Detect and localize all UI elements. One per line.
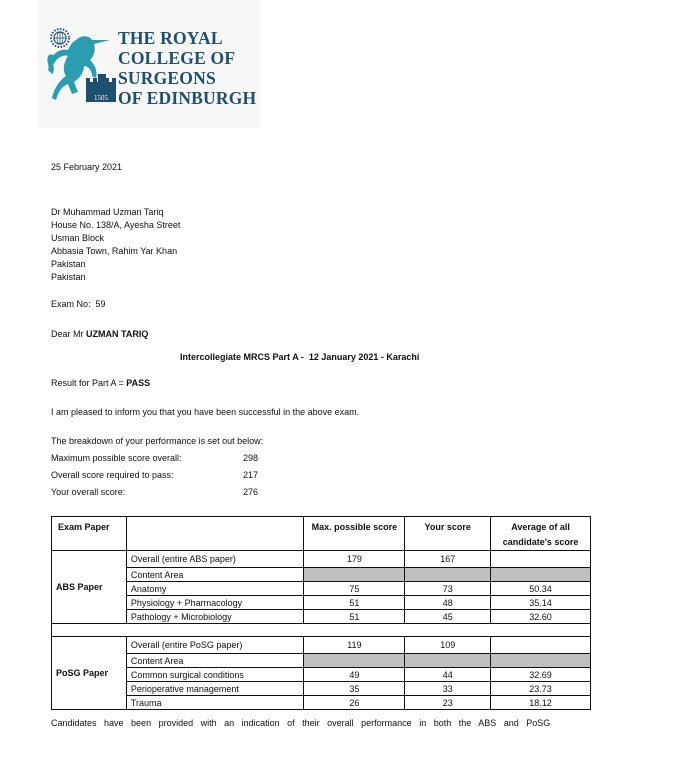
letter-date: 25 February 2021 (51, 162, 123, 172)
summary-value: 298 (243, 453, 259, 463)
address-line: Pakistan (51, 259, 86, 269)
grey-cell (405, 654, 491, 668)
result-line (51, 377, 150, 390)
cell-average (491, 551, 591, 568)
table-row (52, 637, 591, 654)
grey-cell (304, 654, 405, 668)
header-average: Average of all candidate's score (491, 517, 591, 551)
result-value: PASS (126, 378, 151, 388)
table-row (52, 610, 591, 624)
grey-cell (491, 654, 591, 668)
sun-globe-icon (51, 29, 69, 47)
spacer-row (52, 624, 591, 637)
header-exam-paper: Exam Paper (52, 517, 127, 551)
row-label: Overall (entire ABS paper) (126, 551, 304, 568)
table-row (52, 682, 591, 696)
score-breakdown-table (51, 516, 591, 710)
spacer-cell (52, 624, 591, 637)
cell-max: 119 (304, 637, 405, 654)
row-label: Perioperative management (126, 682, 304, 696)
grey-cell (405, 568, 491, 582)
row-label: Anatomy (126, 582, 304, 596)
cell-average: 32.69 (491, 668, 591, 682)
salutation-prefix: Dear Mr (51, 329, 87, 339)
summary-label: Maximum possible score overall: (51, 453, 182, 463)
result-label: Result for Part A = (51, 378, 127, 388)
cell-max: 49 (304, 668, 405, 682)
cell-average: 18.12 (491, 696, 591, 710)
table-row (52, 551, 591, 568)
exam-number-label: Exam No: (51, 299, 91, 309)
cell-max: 51 (304, 596, 405, 610)
address-line: House No. 138/A, Ayesha Street (51, 220, 181, 230)
salutation (51, 328, 148, 341)
summary-value: 217 (243, 470, 259, 480)
cell-score: 109 (405, 637, 491, 654)
row-label: Trauma (126, 696, 304, 710)
unicorn-crest-icon (46, 26, 122, 106)
content-area-row (52, 654, 591, 668)
cell-score: 23 (405, 696, 491, 710)
group-label: ABS Paper (52, 551, 127, 624)
address-line: Dr Muhammad Uzman Tariq (51, 207, 164, 217)
college-name-line: THE ROYAL (118, 28, 223, 48)
exam-number (51, 298, 106, 311)
cell-max: 51 (304, 610, 405, 624)
row-label: Content Area (126, 654, 304, 668)
cell-max: 75 (304, 582, 405, 596)
cell-average (491, 637, 591, 654)
exam-number-value: 59 (95, 299, 106, 309)
header-max-score: Max. possible score (304, 517, 405, 551)
cell-score: 167 (405, 551, 491, 568)
address-line: Abbasia Town, Rahim Yar Khan (51, 246, 178, 256)
row-label: Overall (entire PoSG paper) (126, 637, 304, 654)
table-row (52, 668, 591, 682)
table-row (52, 696, 591, 710)
table-row (52, 582, 591, 596)
address-line: Pakistan (51, 272, 86, 282)
summary-label: Overall score required to pass: (51, 470, 174, 480)
row-label: Physiology + Pharmacology (126, 596, 304, 610)
college-name (118, 28, 256, 108)
row-label: Pathology + Microbiology (126, 610, 304, 624)
header-blank (126, 517, 304, 551)
grey-cell (304, 568, 405, 582)
table-header-row (52, 517, 591, 551)
closing-paragraph: Candidates have been provided with an indication of their overall performance in both the ABS and PoSG (51, 718, 551, 728)
group-label: PoSG Paper (52, 637, 127, 710)
college-name-line: SURGEONS (118, 68, 216, 88)
summary-value: 276 (243, 487, 259, 497)
table-row (52, 596, 591, 610)
content-area-row (52, 568, 591, 582)
success-message: I am pleased to inform you that you have been successful in the above exam. (51, 407, 360, 417)
summary-label: Your overall score: (51, 487, 126, 497)
cell-score: 45 (405, 610, 491, 624)
founding-year: 1505 (94, 94, 108, 102)
row-label: Common surgical conditions (126, 668, 304, 682)
cell-score: 73 (405, 582, 491, 596)
address-line: Usman Block (51, 233, 105, 243)
cell-average: 23.73 (491, 682, 591, 696)
cell-max: 26 (304, 696, 405, 710)
cell-average: 32.60 (491, 610, 591, 624)
cell-score: 33 (405, 682, 491, 696)
header-your-score: Your score (405, 517, 491, 551)
breakdown-intro: The breakdown of your performance is set out below: (51, 436, 264, 446)
cell-max: 179 (304, 551, 405, 568)
exam-title: Intercollegiate MRCS Part A - 12 January 2021 - Karachi (180, 352, 420, 362)
college-name-line: OF EDINBURGH (118, 88, 257, 108)
cell-score: 44 (405, 668, 491, 682)
cell-max: 35 (304, 682, 405, 696)
salutation-name: UZMAN TARIQ (86, 329, 149, 339)
college-logo (38, 0, 260, 128)
cell-score: 48 (405, 596, 491, 610)
cell-average: 35.14 (491, 596, 591, 610)
college-name-line: COLLEGE OF (118, 48, 236, 68)
cell-average: 50.34 (491, 582, 591, 596)
grey-cell (491, 568, 591, 582)
row-label: Content Area (126, 568, 304, 582)
